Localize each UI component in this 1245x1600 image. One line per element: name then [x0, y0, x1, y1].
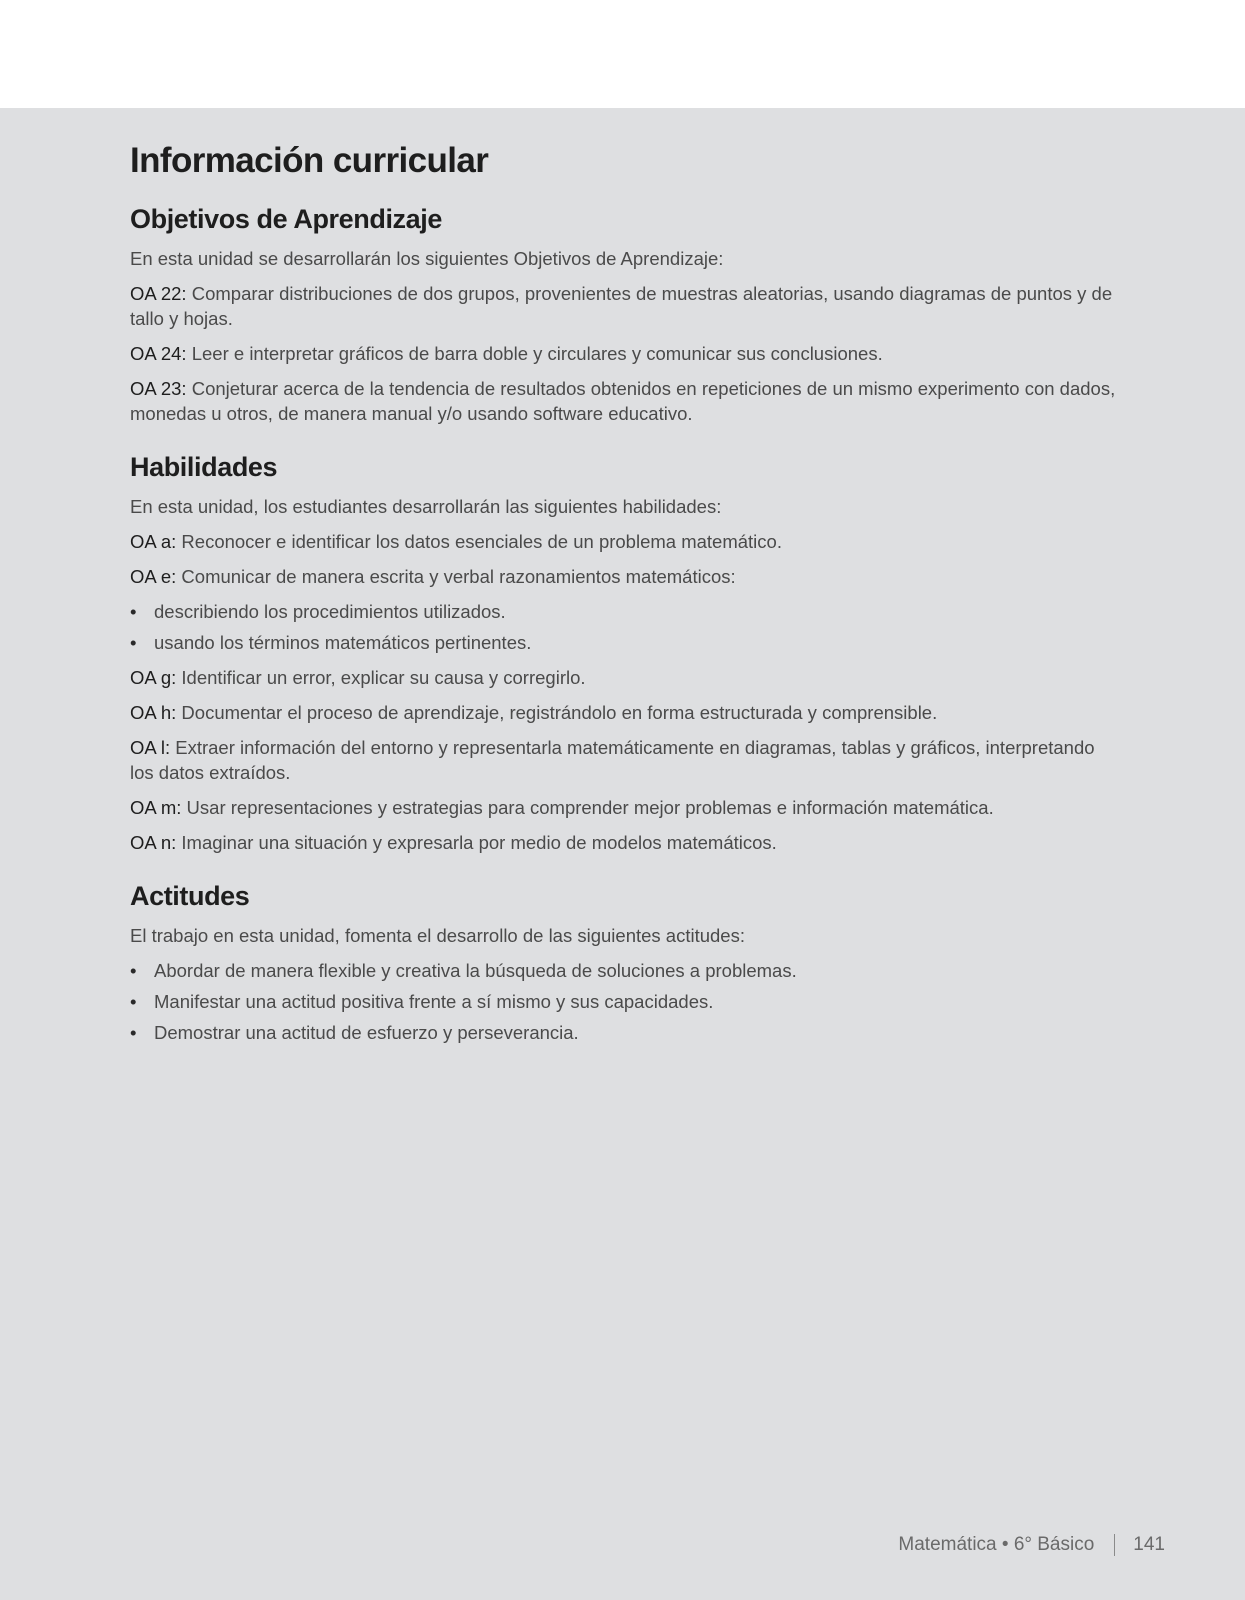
oa-e-item — [130, 564, 1120, 589]
oa-code: OA h: — [130, 702, 177, 723]
oa-code: OA 23: — [130, 378, 187, 399]
curricular-content — [130, 140, 1120, 1055]
actitudes-bullet-list — [130, 958, 1120, 1045]
actitudes-intro: El trabajo en esta unidad, fomenta el desarrollo de las siguientes actitudes: — [130, 925, 745, 946]
oa-code: OA m: — [130, 797, 182, 818]
oa-a-item — [130, 529, 1120, 554]
oa-text: Identificar un error, explicar su causa y corregirlo. — [176, 667, 586, 688]
objetivos-intro: En esta unidad se desarrollarán los siguientes Objetivos de Aprendizaje: — [130, 248, 724, 269]
page-footer — [898, 1533, 1165, 1557]
oa-text: Comunicar de manera escrita y verbal razonamientos matemáticos: — [176, 566, 736, 587]
oa-24-item — [130, 341, 1120, 366]
oa-text: Leer e interpretar gráficos de barra doble y circulares y comunicar sus conclusiones. — [186, 343, 883, 364]
page-number: 141 — [1133, 1534, 1165, 1555]
page-title: Información curricular — [130, 141, 489, 180]
oa-g-item — [130, 665, 1120, 690]
oa-text: Conjeturar acerca de la tendencia de resultados obtenidos en repeticiones de un mismo experimento con dados, monedas u otros, de manera manual y/o usando software educativo. — [130, 378, 1116, 424]
oa-text: Documentar el proceso de aprendizaje, registrándolo en forma estructurada y comprensible. — [176, 702, 938, 723]
list-item: • Demostrar una actitud de esfuerzo y perseverancia. — [130, 1020, 1120, 1045]
habilidades-intro: En esta unidad, los estudiantes desarrollarán las siguientes habilidades: — [130, 496, 722, 517]
oa-text: Extraer información del entorno y representarla matemáticamente en diagramas, tablas y gráficos, interpretando los datos extraídos. — [130, 737, 1095, 783]
oa-code: OA 22: — [130, 283, 187, 304]
habilidades-heading: Habilidades — [130, 452, 278, 482]
oa-text: Reconocer e identificar los datos esenciales de un problema matemático. — [176, 531, 782, 552]
list-item: • usando los términos matemáticos pertinentes. — [130, 630, 1120, 655]
footer-divider — [1114, 1534, 1115, 1556]
oa-n-item — [130, 830, 1120, 855]
oa-l-item — [130, 735, 1120, 785]
oa-m-item — [130, 795, 1120, 820]
oa-text: Imaginar una situación y expresarla por medio de modelos matemáticos. — [176, 832, 777, 853]
oa-23-item — [130, 376, 1120, 426]
objetivos-heading: Objetivos de Aprendizaje — [130, 204, 442, 234]
oa-h-item — [130, 700, 1120, 725]
oa-code: OA e: — [130, 566, 177, 587]
list-item: • Manifestar una actitud positiva frente a sí mismo y sus capacidades. — [130, 989, 1120, 1014]
list-item: • Abordar de manera flexible y creativa la búsqueda de soluciones a problemas. — [130, 958, 1120, 983]
oa-22-item — [130, 281, 1120, 331]
actitudes-heading: Actitudes — [130, 881, 250, 911]
oa-code: OA g: — [130, 667, 177, 688]
oa-code: OA 24: — [130, 343, 187, 364]
footer-book-title: Matemática • 6° Básico — [898, 1534, 1095, 1555]
oa-code: OA l: — [130, 737, 171, 758]
oa-text: Usar representaciones y estrategias para comprender mejor problemas e información matemática. — [181, 797, 994, 818]
oa-e-bullet-list — [130, 599, 1120, 655]
oa-code: OA a: — [130, 531, 177, 552]
oa-code: OA n: — [130, 832, 177, 853]
list-item: • describiendo los procedimientos utilizados. — [130, 599, 1120, 624]
oa-text: Comparar distribuciones de dos grupos, provenientes de muestras aleatorias, usando diagramas de puntos y de tallo y hojas. — [130, 283, 1113, 329]
